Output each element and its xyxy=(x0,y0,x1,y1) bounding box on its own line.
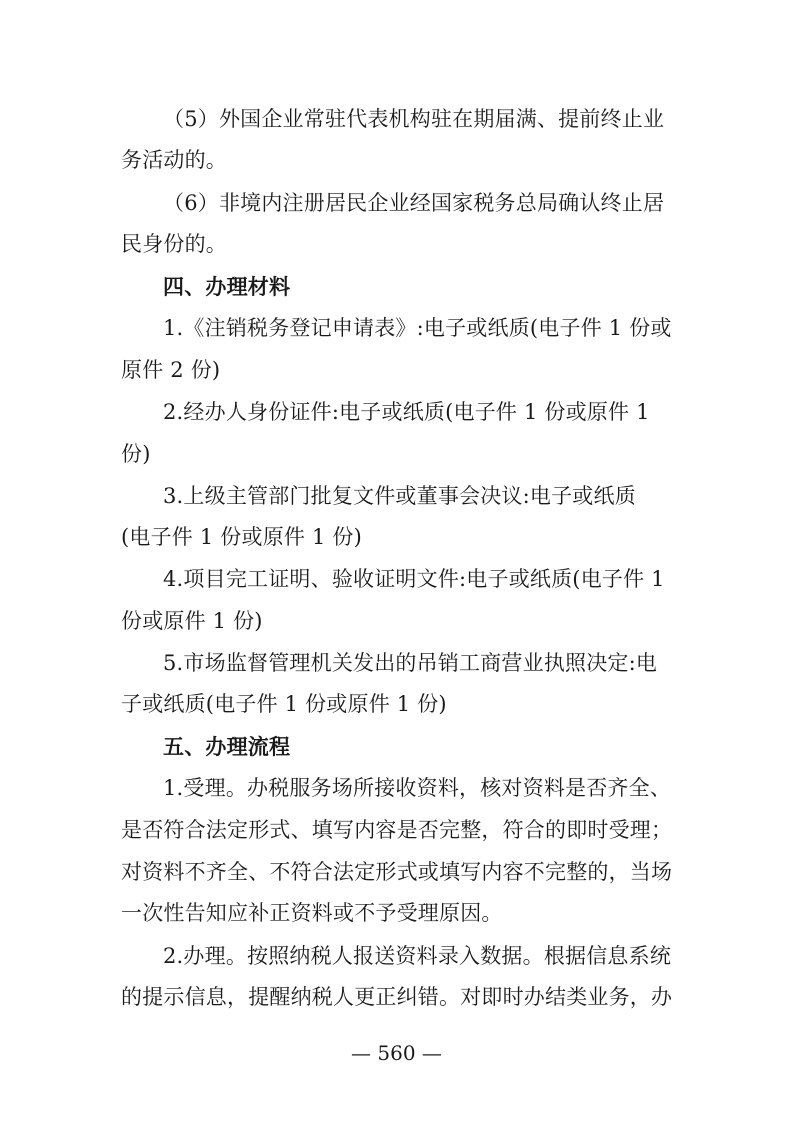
text-line: 是否符合法定形式、填写内容是否完整，符合的即时受理； xyxy=(121,818,673,842)
section-heading: 四、办理材料 xyxy=(163,275,291,299)
text-line: 一次性告知应补正资料或不予受理原因。 xyxy=(121,901,503,925)
text-line: 民身份的。 xyxy=(121,232,227,256)
text-line: 2.办理。按照纳税人报送资料录入数据。根据信息系统 xyxy=(163,944,672,968)
text-line: （5）外国企业常驻代表机构驻在期届满、提前终止业 xyxy=(163,107,665,131)
text-line: 对资料不齐全、不符合法定形式或填写内容不完整的，当场 xyxy=(121,860,673,884)
text-line: （6）非境内注册居民企业经国家税务总局确认终止居 xyxy=(163,191,665,215)
text-line: 份或原件 1 份) xyxy=(121,609,263,633)
text-line: 2.经办人身份证件:电子或纸质(电子件 1 份或原件 1 xyxy=(163,400,650,424)
text-line: 的提示信息，提醒纳税人更正纠错。对即时办结类业务，办 xyxy=(121,985,673,1009)
text-line: 1.《注销税务登记申请表》:电子或纸质(电子件 1 份或 xyxy=(163,316,672,340)
text-line: 务活动的。 xyxy=(121,148,227,172)
page-number: — 560 — xyxy=(351,1041,442,1065)
text-line: 1.受理。办税服务场所接收资料，核对资料是否齐全、 xyxy=(163,776,672,800)
text-line: 3.上级主管部门批复文件或董事会决议:电子或纸质 xyxy=(163,484,636,508)
text-line: 份) xyxy=(121,442,151,466)
text-line: 4.项目完工证明、验收证明文件:电子或纸质(电子件 1 xyxy=(163,567,665,591)
text-line: 5.市场监督管理机关发出的吊销工商营业执照决定:电 xyxy=(163,651,658,675)
text-line: 子或纸质(电子件 1 份或原件 1 份) xyxy=(121,692,447,716)
section-heading: 五、办理流程 xyxy=(163,735,291,759)
text-line: 原件 2 份) xyxy=(121,358,221,382)
text-line: (电子件 1 份或原件 1 份) xyxy=(121,525,363,549)
